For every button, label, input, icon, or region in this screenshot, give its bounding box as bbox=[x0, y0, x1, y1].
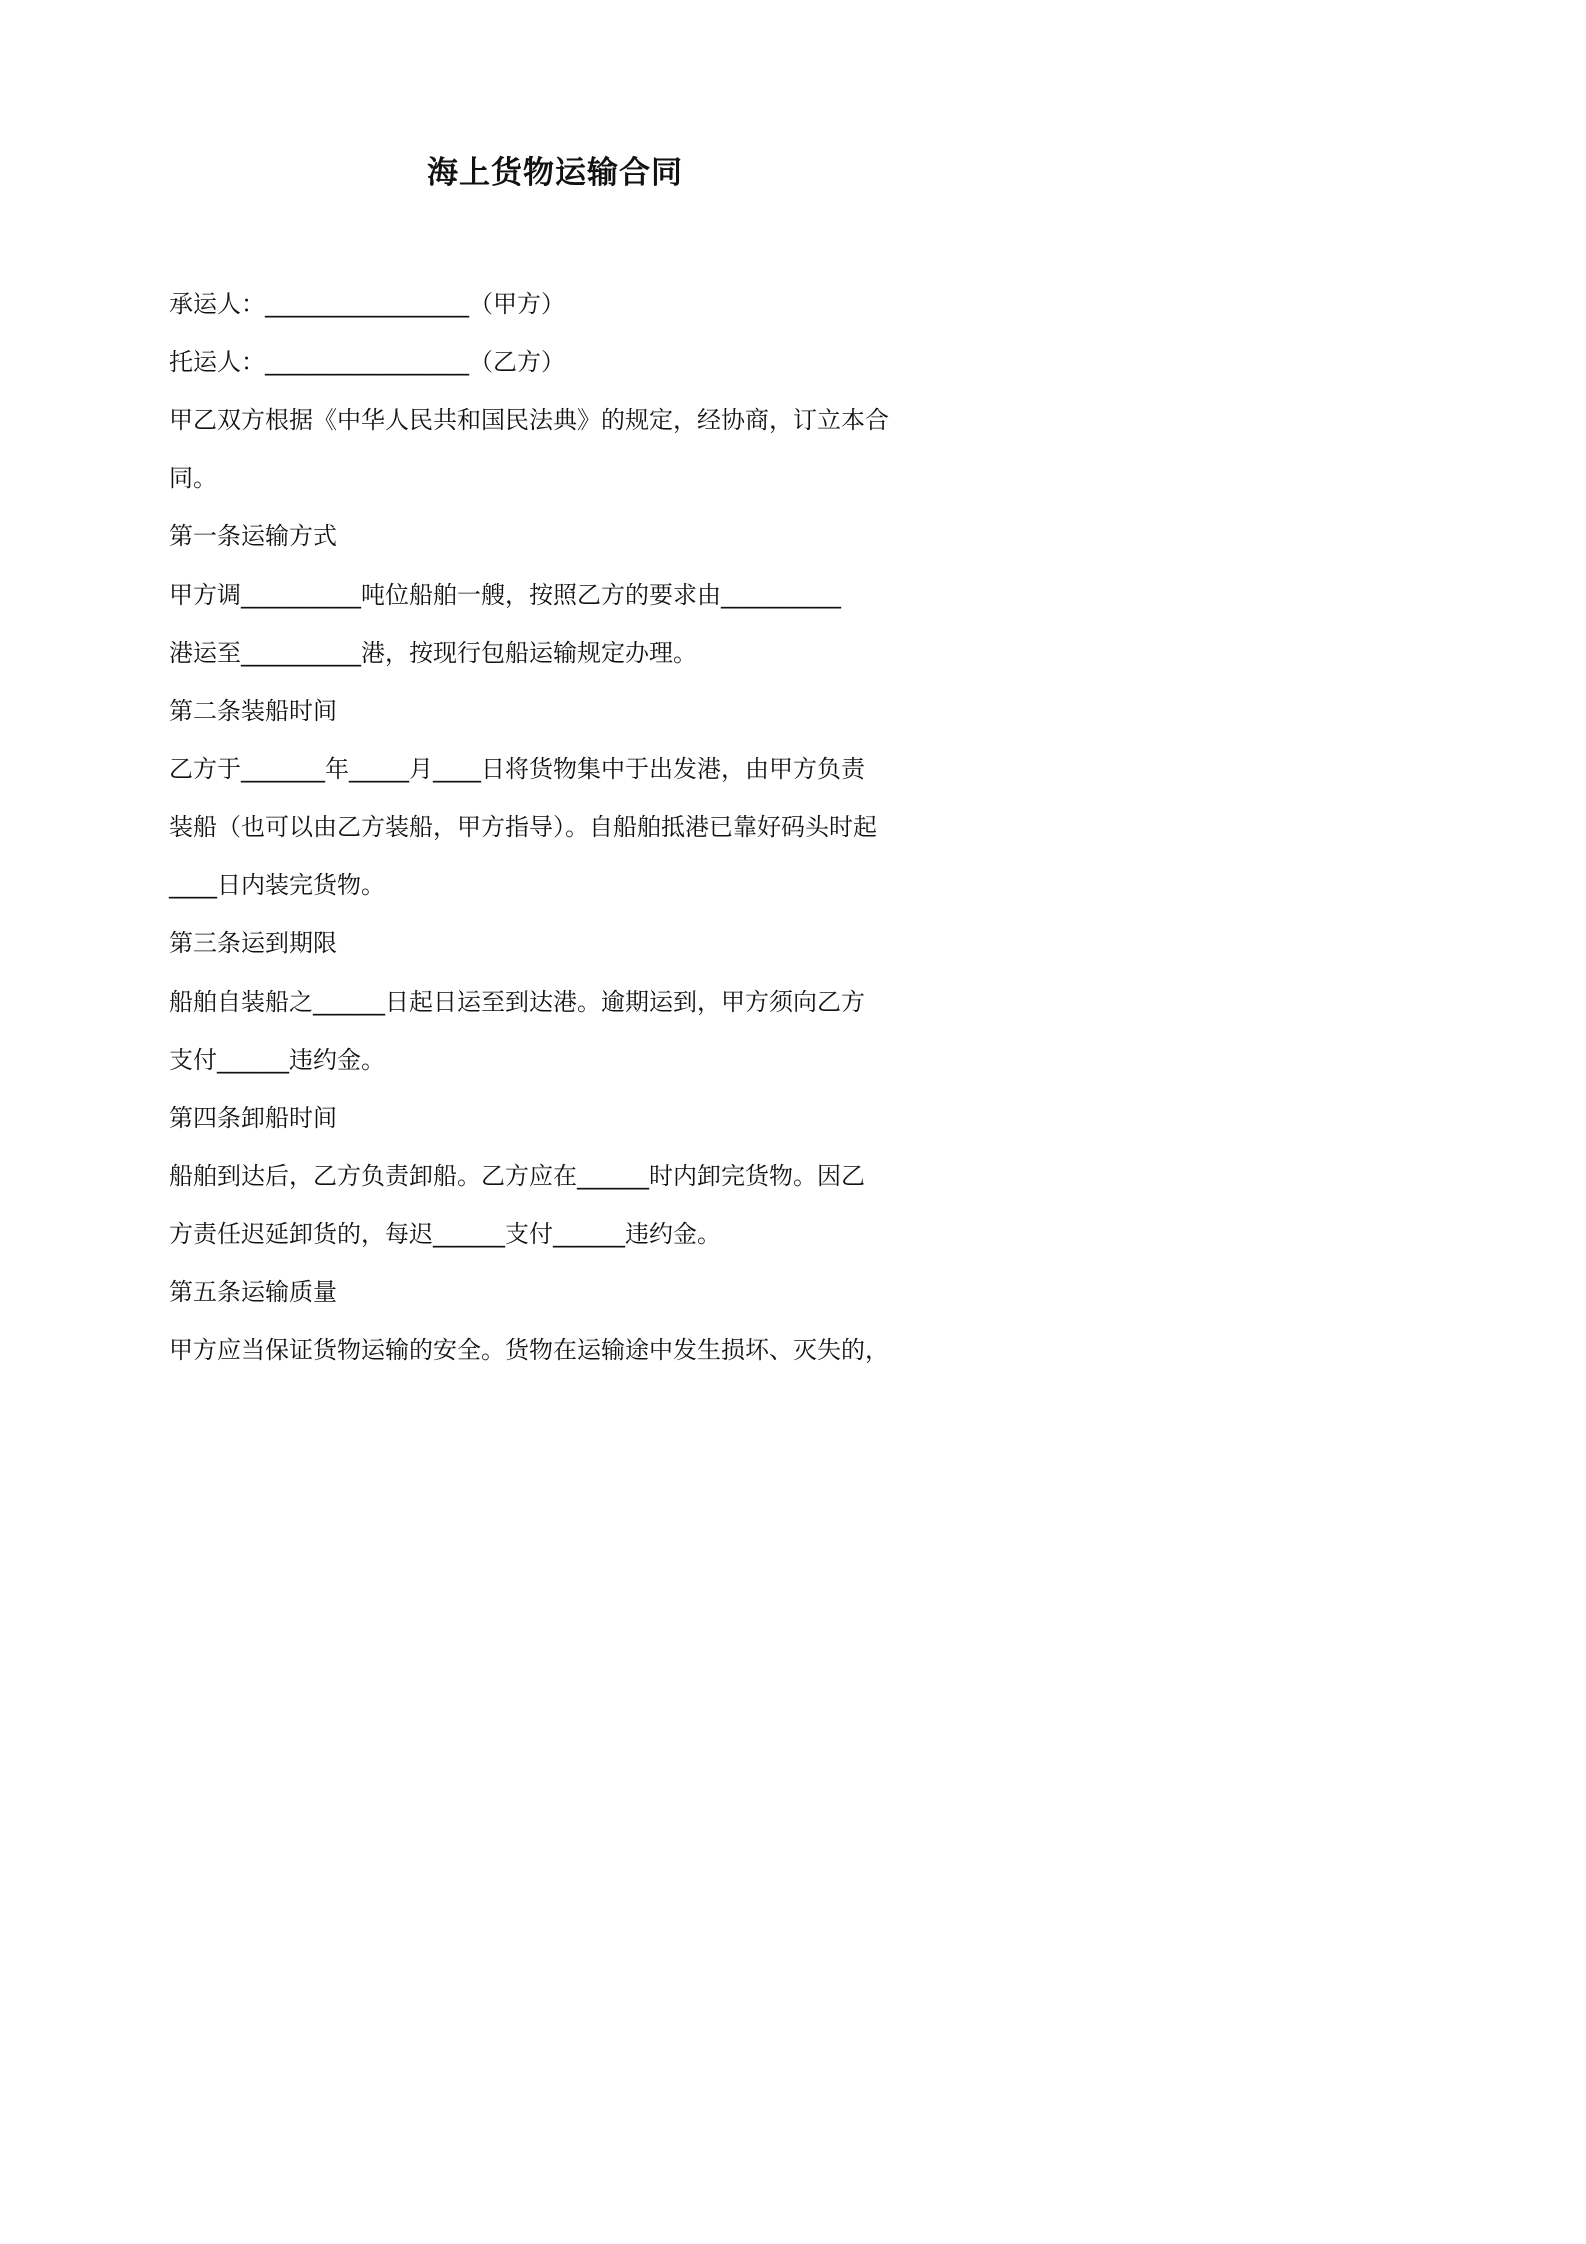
article-1-line-1: 甲方调__________吨位船舶一艘，按照乙方的要求由__________ bbox=[169, 581, 841, 609]
article-5-heading: 第五条运输质量 bbox=[169, 1278, 337, 1306]
article-1-line-2: 港运至__________港，按现行包船运输规定办理。 bbox=[169, 639, 697, 667]
article-4-heading: 第四条卸船时间 bbox=[169, 1104, 337, 1132]
article-4-line-1: 船舶到达后，乙方负责卸船。乙方应在______时内卸完货物。因乙 bbox=[169, 1162, 865, 1190]
article-2-line-2: 装船（也可以由乙方装船，甲方指导）。自船舶抵港已靠好码头时起 bbox=[169, 813, 877, 841]
article-4-line-2: 方责任迟延卸货的，每迟______支付______违约金。 bbox=[169, 1220, 721, 1248]
shipper-line: 托运人：_________________（乙方） bbox=[169, 348, 565, 376]
preamble-line-1: 甲乙双方根据《中华人民共和国民法典》的规定，经协商，订立本合 bbox=[169, 406, 889, 434]
article-3-line-2: 支付______违约金。 bbox=[169, 1046, 385, 1074]
article-1-heading: 第一条运输方式 bbox=[169, 522, 337, 550]
document-title: 海上货物运输合同 bbox=[427, 155, 683, 191]
article-2-heading: 第二条装船时间 bbox=[169, 697, 337, 725]
article-2-line-3: ____日内装完货物。 bbox=[169, 871, 385, 899]
preamble-line-2: 同。 bbox=[169, 464, 217, 492]
document-page bbox=[0, 0, 1100, 1556]
article-2-line-1: 乙方于_______年_____月____日将货物集中于出发港，由甲方负责 bbox=[169, 755, 865, 783]
article-3-line-1: 船舶自装船之______日起日运至到达港。逾期运到，甲方须向乙方 bbox=[169, 988, 865, 1016]
article-3-heading: 第三条运到期限 bbox=[169, 929, 337, 957]
carrier-line: 承运人：_________________（甲方） bbox=[169, 290, 565, 318]
article-5-line-1: 甲方应当保证货物运输的安全。货物在运输途中发生损坏、灭失的， bbox=[169, 1336, 889, 1364]
